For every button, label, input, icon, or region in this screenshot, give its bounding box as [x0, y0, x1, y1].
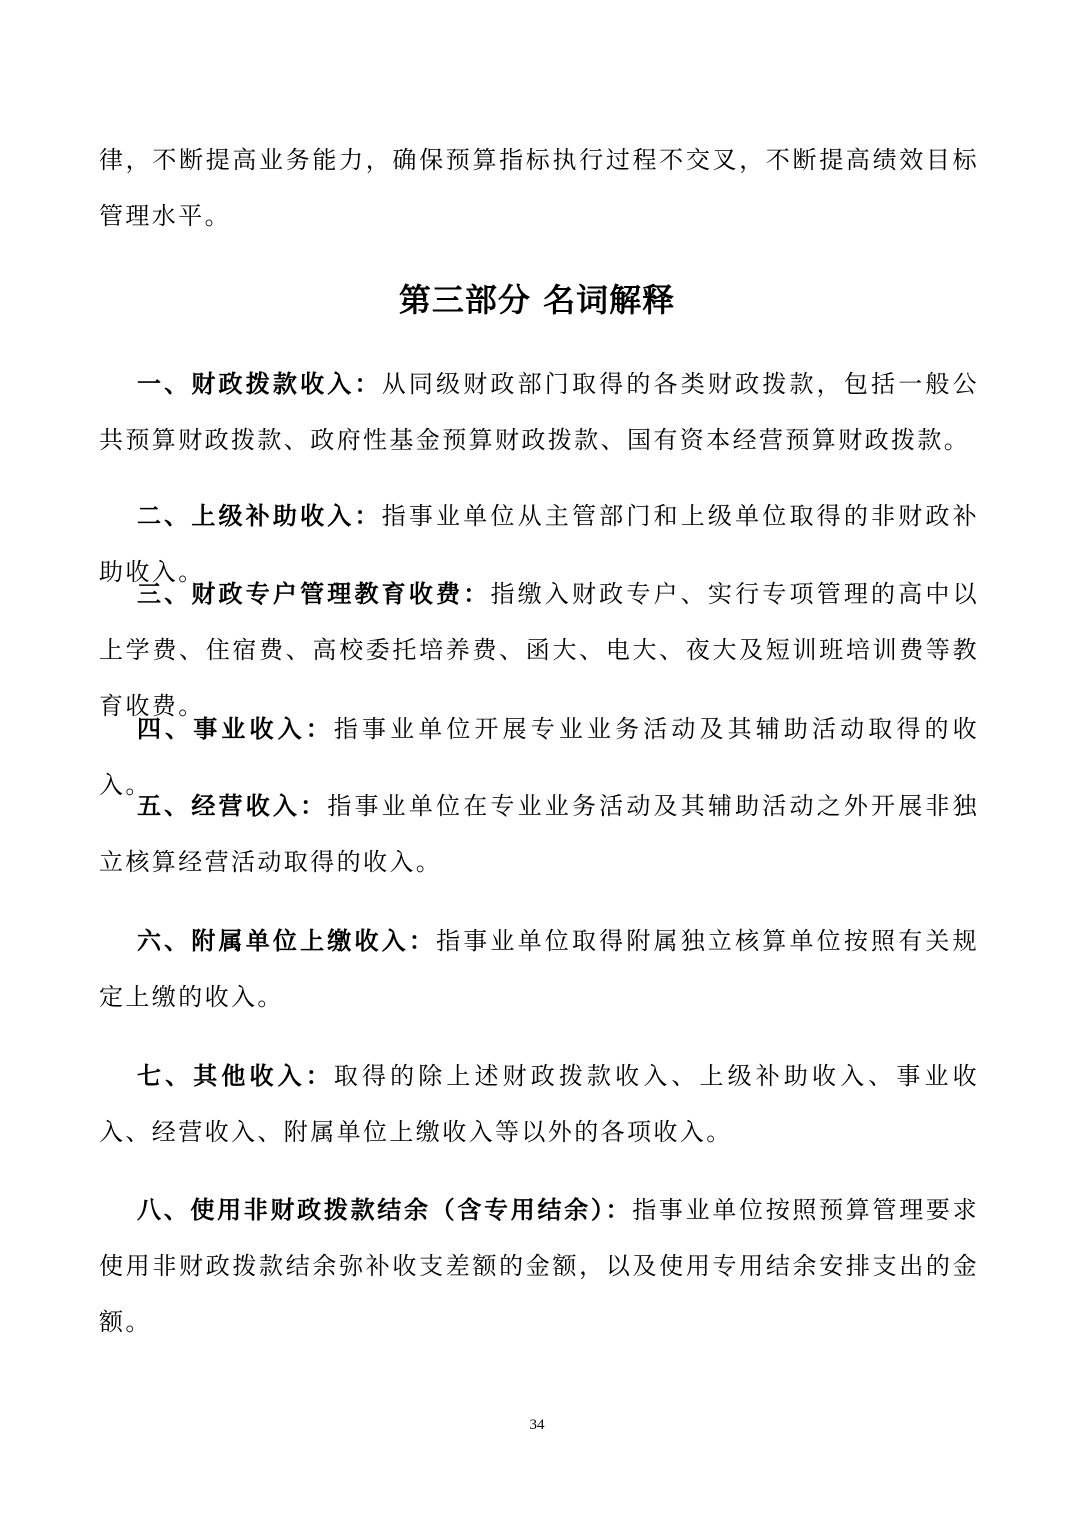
definition-paragraph: [99, 1182, 979, 1350]
definition-term: 四、事业收入：: [137, 714, 334, 743]
section-title: 第三部分 名词解释: [398, 281, 676, 319]
definition-term: 三、财政专户管理教育收费：: [137, 579, 491, 608]
definition-paragraph: [99, 913, 979, 1025]
definition-paragraph: [99, 778, 979, 890]
definition-paragraph: [99, 356, 979, 468]
definition-text: 指事业单位按照预算管理要求使用非财政拨款结余弥补收支差额的金额，以及使用专用结余安排支出的金额。: [99, 1196, 979, 1336]
definition-term: 二、上级补助收入：: [137, 501, 382, 530]
definition-term: 一、财政拨款收入：: [137, 369, 382, 398]
definition-term: 七、其他收入：: [137, 1061, 334, 1090]
page-number: 34: [529, 1417, 545, 1433]
definition-text: 指事业单位取得附属独立核算单位按照有关规定上缴的收入。: [99, 927, 980, 1011]
definition-text: 取得的除上述财政拨款收入、上级补助收入、事业收入、经营收入、附属单位上缴收入等以外的各项收入。: [99, 1062, 979, 1146]
intro-paragraph: 律，不断提高业务能力，确保预算指标执行过程不交叉，不断提高绩效目标管理水平。: [99, 146, 979, 230]
definition-term: 六、附属单位上缴收入：: [137, 926, 437, 955]
definition-paragraph: [99, 1048, 979, 1160]
definition-term: 八、使用非财政拨款结余（含专用结余）：: [137, 1195, 633, 1224]
definition-text: 指事业单位在专业业务活动及其辅助活动之外开展非独立核算经营活动取得的收入。: [99, 792, 979, 876]
definition-text: 指事业单位开展专业业务活动及其辅助活动取得的收入。: [99, 715, 979, 799]
definition-text: 指事业单位从主管部门和上级单位取得的非财政补助收入。: [99, 502, 979, 586]
definition-text: 从同级财政部门取得的各类财政拨款，包括一般公共预算财政拨款、政府性基金预算财政拨款、国有资本经营预算财政拨款。: [99, 370, 979, 454]
definition-term: 五、经营收入：: [137, 791, 328, 820]
definition-text: 指缴入财政专户、实行专项管理的高中以上学费、住宿费、高校委托培养费、函大、电大、夜大及短训班培训费等教育收费。: [99, 580, 980, 720]
